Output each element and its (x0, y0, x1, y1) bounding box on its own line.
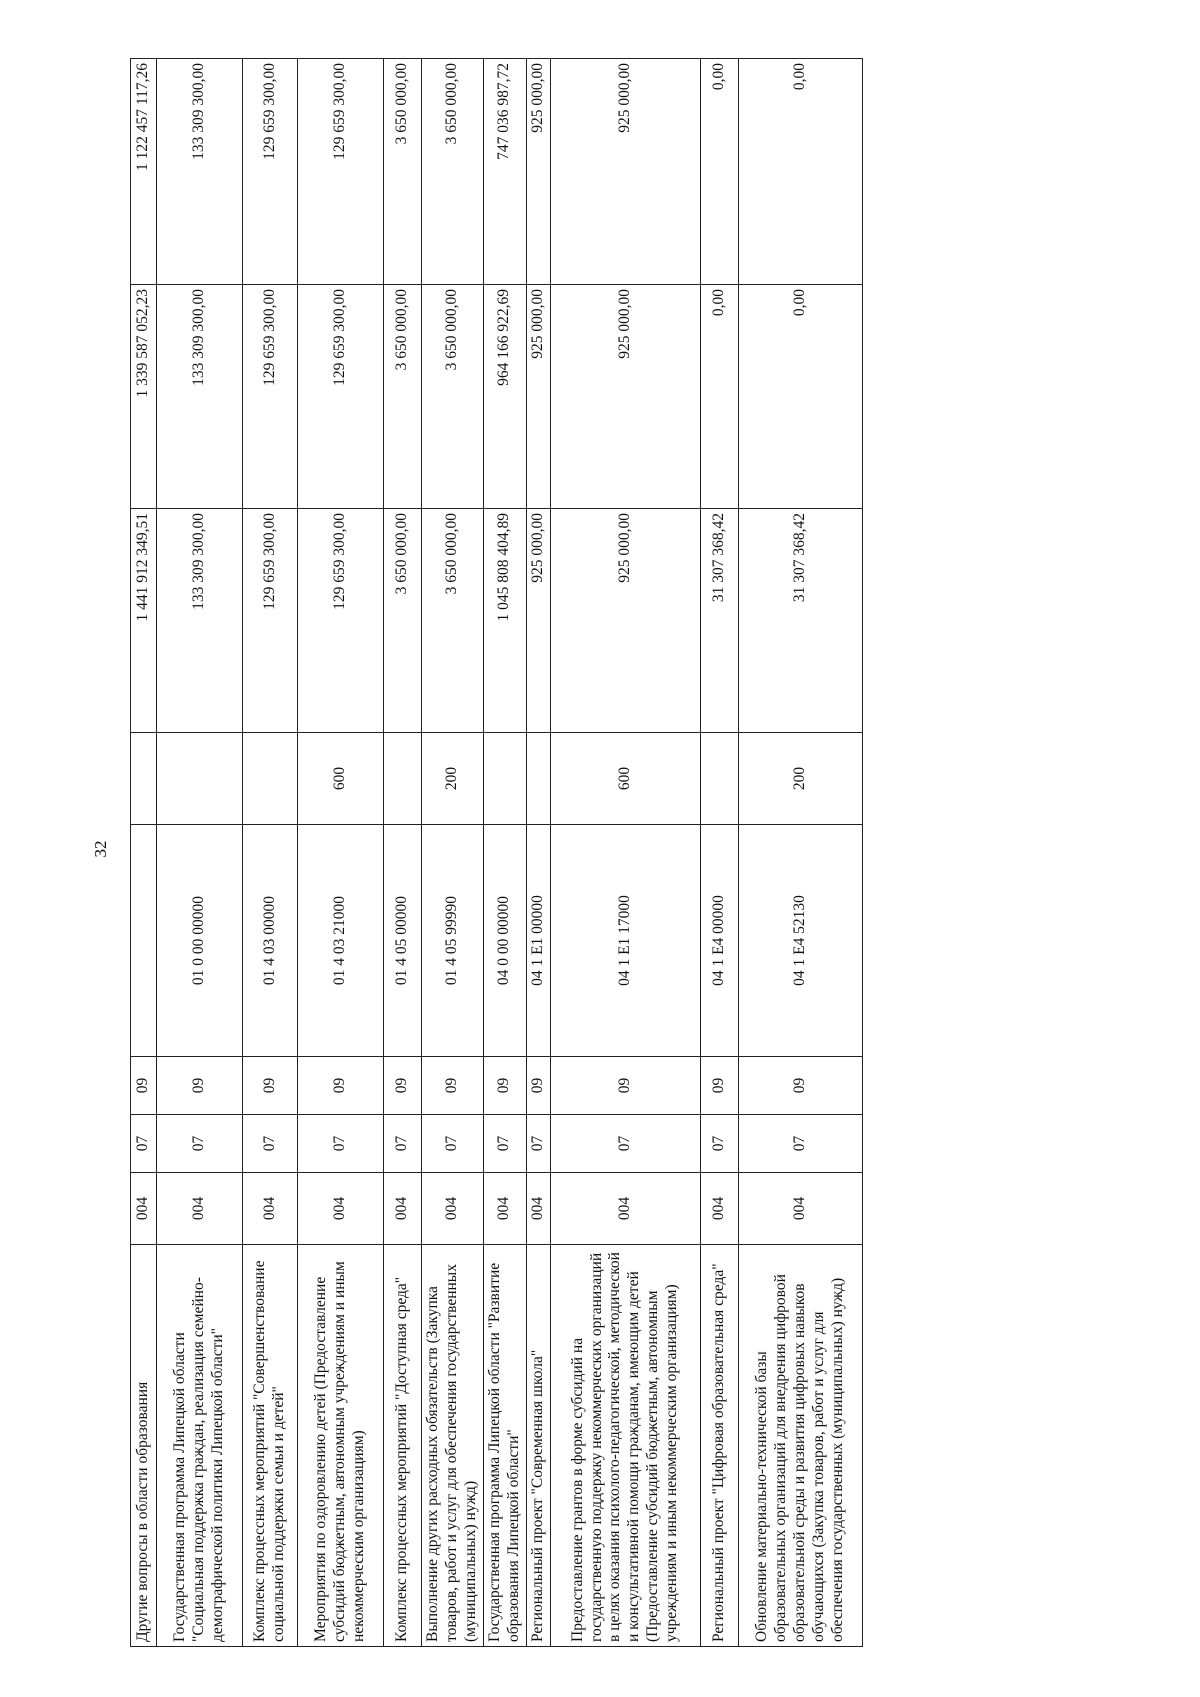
row-section-code: 07 (526, 1115, 550, 1173)
table-row (298, 59, 384, 1647)
row-name: Региональный проект "Современная школа" (526, 1245, 550, 1647)
row-amount-year-1: 129 659 300,00 (243, 509, 298, 733)
table-row (131, 59, 157, 1647)
row-amount-year-3: 925 000,00 (550, 59, 700, 285)
row-subsection-code: 09 (298, 1057, 384, 1115)
row-target-article-code: 01 4 03 21000 (298, 825, 384, 1057)
row-amount-year-1: 3 650 000,00 (384, 509, 422, 733)
row-subsection-code: 09 (384, 1057, 422, 1115)
row-ved-code: 004 (738, 1173, 862, 1245)
row-subsection-code: 09 (550, 1057, 700, 1115)
row-name: Выполнение других расходных обязательств (Закупка товаров, работ и услуг для обеспечения государственных (муниципальных) нужд) (422, 1245, 484, 1647)
row-ved-code: 004 (700, 1173, 738, 1245)
table-row (243, 59, 298, 1647)
row-amount-year-1: 129 659 300,00 (298, 509, 384, 733)
row-target-article-code: 04 1 E1 17000 (550, 825, 700, 1057)
row-section-code: 07 (157, 1115, 243, 1173)
row-ved-code: 004 (526, 1173, 550, 1245)
row-amount-year-3: 1 122 457 117,26 (131, 59, 157, 285)
row-target-article-code: 01 0 00 00000 (157, 825, 243, 1057)
row-name: Другие вопросы в области образования (131, 1245, 157, 1647)
table-row (550, 59, 700, 1647)
row-amount-year-2: 3 650 000,00 (384, 285, 422, 509)
row-amount-year-2: 0,00 (700, 285, 738, 509)
row-section-code: 07 (384, 1115, 422, 1173)
row-ved-code: 004 (157, 1173, 243, 1245)
row-subsection-code: 09 (157, 1057, 243, 1115)
row-ved-code: 004 (384, 1173, 422, 1245)
row-amount-year-2: 3 650 000,00 (422, 285, 484, 509)
row-amount-year-3: 133 309 300,00 (157, 59, 243, 285)
row-target-article-code: 04 1 E1 00000 (526, 825, 550, 1057)
row-section-code: 07 (700, 1115, 738, 1173)
row-amount-year-3: 3 650 000,00 (384, 59, 422, 285)
row-amount-year-2: 1 339 587 052,23 (131, 285, 157, 509)
row-expense-type-code: 600 (298, 733, 384, 825)
row-expense-type-code (243, 733, 298, 825)
row-amount-year-3: 129 659 300,00 (298, 59, 384, 285)
row-ved-code: 004 (422, 1173, 484, 1245)
row-target-article-code (131, 825, 157, 1057)
row-amount-year-1: 1 045 808 404,89 (484, 509, 527, 733)
table-row (484, 59, 527, 1647)
row-expense-type-code (484, 733, 527, 825)
row-ved-code: 004 (131, 1173, 157, 1245)
budget-table-frame (130, 59, 1200, 1647)
row-target-article-code: 04 1 E4 52130 (738, 825, 862, 1057)
row-section-code: 07 (484, 1115, 527, 1173)
table-row (700, 59, 738, 1647)
row-amount-year-2: 133 309 300,00 (157, 285, 243, 509)
row-name: Мероприятия по оздоровлению детей (Предоставление субсидий бюджетным, автономным учреждениям и иным некоммерческим организациям) (298, 1245, 384, 1647)
row-section-code: 07 (298, 1115, 384, 1173)
row-section-code: 07 (131, 1115, 157, 1173)
row-subsection-code: 09 (526, 1057, 550, 1115)
row-expense-type-code (526, 733, 550, 825)
row-subsection-code: 09 (484, 1057, 527, 1115)
row-amount-year-2: 129 659 300,00 (243, 285, 298, 509)
table-body (131, 59, 863, 1647)
row-amount-year-2: 964 166 922,69 (484, 285, 527, 509)
row-expense-type-code (131, 733, 157, 825)
row-ved-code: 004 (298, 1173, 384, 1245)
table-row (738, 59, 862, 1647)
row-amount-year-3: 925 000,00 (526, 59, 550, 285)
row-amount-year-3: 129 659 300,00 (243, 59, 298, 285)
row-target-article-code: 04 0 00 00000 (484, 825, 527, 1057)
row-amount-year-1: 133 309 300,00 (157, 509, 243, 733)
table-row (157, 59, 243, 1647)
row-section-code: 07 (738, 1115, 862, 1173)
row-amount-year-2: 925 000,00 (550, 285, 700, 509)
row-target-article-code: 01 4 03 00000 (243, 825, 298, 1057)
row-name: Региональный проект "Цифровая образовательная среда" (700, 1245, 738, 1647)
row-amount-year-2: 129 659 300,00 (298, 285, 384, 509)
row-name: Комплекс процессных мероприятий "Совершенствование социальной поддержки семьи и детей" (243, 1245, 298, 1647)
row-amount-year-1: 925 000,00 (526, 509, 550, 733)
budget-table (130, 58, 863, 1647)
page-number: 32 (91, 840, 110, 858)
table-row (422, 59, 484, 1647)
row-amount-year-2: 0,00 (738, 285, 862, 509)
row-expense-type-code (700, 733, 738, 825)
row-amount-year-3: 3 650 000,00 (422, 59, 484, 285)
row-expense-type-code (384, 733, 422, 825)
row-name: Государственная программа Липецкой области "Социальная поддержка граждан, реализация семейно-демографической политики Липецкой области" (157, 1245, 243, 1647)
row-subsection-code: 09 (131, 1057, 157, 1115)
row-expense-type-code: 600 (550, 733, 700, 825)
row-target-article-code: 04 1 E4 00000 (700, 825, 738, 1057)
row-name: Государственная программа Липецкой области "Развитие образования Липецкой области" (484, 1245, 527, 1647)
row-section-code: 07 (422, 1115, 484, 1173)
row-amount-year-1: 1 441 912 349,51 (131, 509, 157, 733)
table-row (526, 59, 550, 1647)
row-subsection-code: 09 (700, 1057, 738, 1115)
row-name: Предоставление грантов в форме субсидий на государственную поддержку некоммерческих организаций в целях оказания психолого-педагогической, методической и консультативной помощи гражданам, имеющим детей (Предоставление субсидий бюджетным, автономным учреждениям и иным некоммерческим организациям) (550, 1245, 700, 1647)
row-ved-code: 004 (550, 1173, 700, 1245)
rotated-table-container (130, 59, 1200, 1647)
row-amount-year-3: 0,00 (700, 59, 738, 285)
row-section-code: 07 (243, 1115, 298, 1173)
row-expense-type-code: 200 (738, 733, 862, 825)
row-target-article-code: 01 4 05 99990 (422, 825, 484, 1057)
row-ved-code: 004 (243, 1173, 298, 1245)
row-name: Комплекс процессных мероприятий "Доступная среда" (384, 1245, 422, 1647)
row-amount-year-1: 3 650 000,00 (422, 509, 484, 733)
table-row (384, 59, 422, 1647)
row-expense-type-code: 200 (422, 733, 484, 825)
row-ved-code: 004 (484, 1173, 527, 1245)
row-subsection-code: 09 (422, 1057, 484, 1115)
row-subsection-code: 09 (243, 1057, 298, 1115)
row-expense-type-code (157, 733, 243, 825)
row-amount-year-3: 747 036 987,72 (484, 59, 527, 285)
row-name: Обновление материально-технической базы образовательных организаций для внедрения цифровой образовательной среды и развития цифровых навыков обучающихся (Закупка товаров, работ и услуг для обеспечения государственных (муниципальных) нужд) (738, 1245, 862, 1647)
row-amount-year-1: 31 307 368,42 (738, 509, 862, 733)
row-target-article-code: 01 4 05 00000 (384, 825, 422, 1057)
row-subsection-code: 09 (738, 1057, 862, 1115)
row-amount-year-2: 925 000,00 (526, 285, 550, 509)
row-amount-year-1: 31 307 368,42 (700, 509, 738, 733)
row-amount-year-3: 0,00 (738, 59, 862, 285)
row-section-code: 07 (550, 1115, 700, 1173)
row-amount-year-1: 925 000,00 (550, 509, 700, 733)
